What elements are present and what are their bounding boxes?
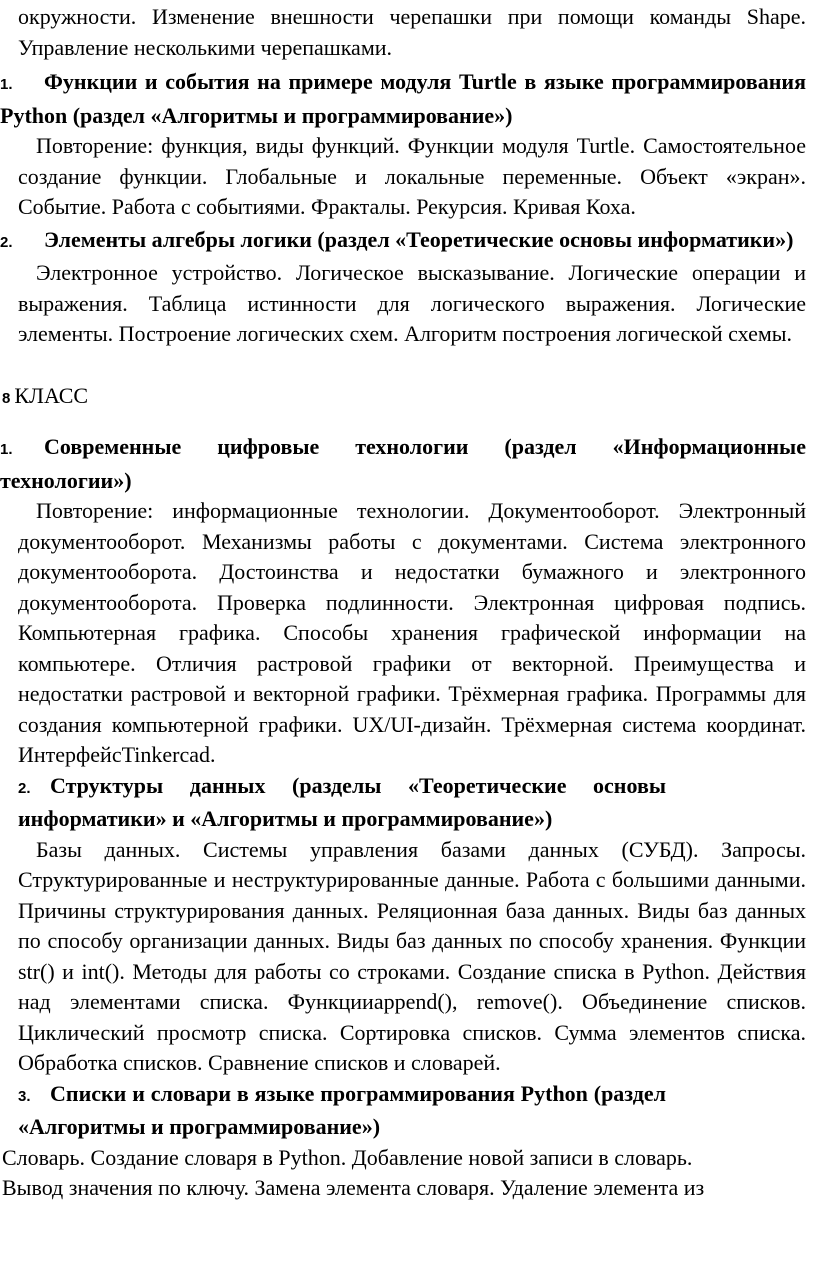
section-number: 1. [0, 76, 13, 93]
section-line-8-3-b: Вывод значения по ключу. Замена элемента словаря. Удаление элемента из [2, 1175, 705, 1200]
section-line-8-3-a: Словарь. Создание словаря в Python. Добавление новой записи в словарь. [2, 1144, 693, 1170]
grade-heading [0, 381, 816, 415]
section-number: 3. [18, 1087, 31, 1105]
section-title: Списки и словари в языке программирования Python (раздел «Алгоритмы и программирование») [18, 1080, 666, 1139]
section-paragraph-8-1: Повторение: информационные технологии. Документооборот. Электронный документооборот. Механизмы работы с документами. Система электронного документооборота. Достоинства и недостатки бумажного и электронного документооборота. Проверка подлинности. Электронная цифровая подпись. Компьютерная графика. Способы хранения графической информации на компьютере. Отличия растровой графики от векторной. Преимущества и недостатки растровой и векторной графики. Трёхмерная графика. Программы для создания компьютерной графики. UX/UI-дизайн. Трёхмерная система координат. ИнтерфейсTinkercad. [18, 498, 806, 767]
section-number: 1. [0, 441, 13, 458]
section-paragraph-7-2: Электронное устройство. Логическое высказывание. Логические операции и выражения. Таблица истинности для логического выражения. Логические элементы. Построение логических схем. Алгоритм построения логической схемы. [18, 260, 806, 346]
section-title: Элементы алгебры логики (раздел «Теоретические основы информатики») [44, 226, 794, 252]
section-title: Современные цифровые технологии (раздел «Информационные технологии») [0, 434, 806, 493]
section-number: 2. [18, 779, 31, 797]
section-paragraph-8-2: Базы данных. Системы управления базами данных (СУБД). Запросы. Структурированные и неструктурированные данные. Работа с большими данными. Причины структурирования данных. Реляционная база данных. Виды баз данных по способу организации данных. Виды баз данных по способу хранения. Функции str() и int(). Методы для работы со строками. Создание списка в Python. Действия над элементами списка. Функцииappend(), remove(). Объединение списков. Циклический просмотр списка. Сортировка списков. Сумма элементов списка. Обработка списков. Сравнение списков и словарей. [18, 836, 806, 1075]
grade-number: 8 [2, 389, 11, 407]
section-heading-8-1 [0, 432, 816, 496]
section-number: 2. [0, 233, 13, 251]
section-title: Функции и события на примере модуля Turtle в языке программирования Python (раздел «Алгоритмы и программирование») [0, 69, 806, 128]
section-heading-7-2 [0, 225, 816, 259]
section-heading-8-3 [0, 1079, 816, 1143]
section-heading-7-1 [0, 67, 816, 131]
section-title: Структуры данных (разделы «Теоретические основы информатики» и «Алгоритмы и программирование») [18, 772, 666, 831]
grade-label: КЛАСС [14, 382, 89, 408]
section-heading-8-2 [0, 771, 816, 835]
section-paragraph-7-1: Повторение: функция, виды функций. Функции модуля Turtle. Самостоятельное создание функции. Глобальные и локальные переменные. Объект «экран». Событие. Работа с событиями. Фракталы. Рекурсия. Кривая Коха. [18, 133, 806, 219]
intro-paragraph: окружности. Изменение внешности черепашки при помощи команды Shape. Управление несколькими черепашками. [18, 4, 806, 60]
